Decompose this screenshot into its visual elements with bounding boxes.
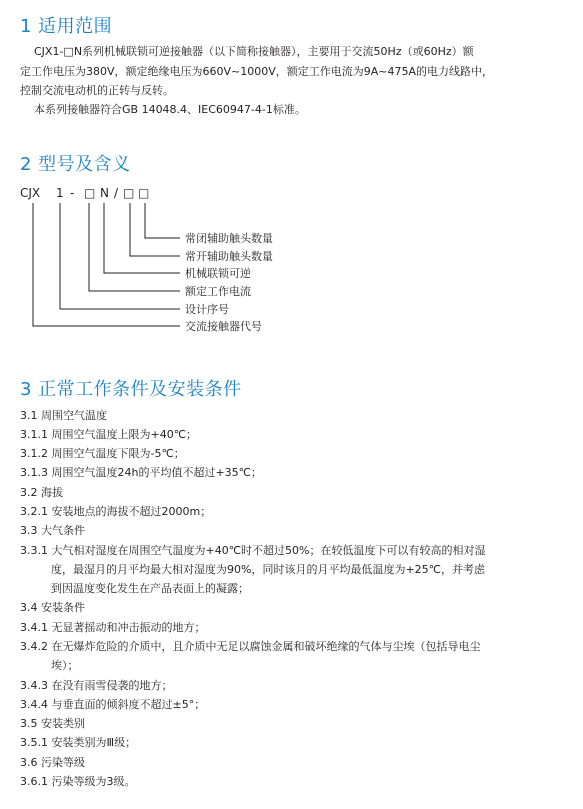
condition-line: 3.1 周围空气温度 <box>20 409 107 422</box>
condition-line: 3.4.4 与垂直面的倾斜度不超过±5°； <box>20 698 206 711</box>
condition-line: 3.3 大气条件 <box>20 524 85 537</box>
code-current-box: □ <box>84 186 96 200</box>
condition-line: 3.4.1 无显著摇动和冲击振动的地方； <box>20 621 206 634</box>
label-design-seq: 设计序号 <box>185 303 229 316</box>
label-contactor-code: 交流接触器代号 <box>185 320 262 333</box>
label-nc-aux: 常闭辅助触头数量 <box>185 232 273 245</box>
condition-line: 3.2.1 安装地点的海拔不超过2000m； <box>20 505 212 518</box>
condition-line: 3.4 安装条件 <box>20 601 85 614</box>
label-interlock: 机械联锁可逆 <box>185 267 251 280</box>
section-1-para-line-3: 控制交流电动机的正转与反转。 <box>20 84 174 97</box>
condition-line: 3.2 海拔 <box>20 486 63 499</box>
code-n: N <box>100 186 109 200</box>
condition-line: 3.4.3 在没有雨雪侵袭的地方； <box>20 679 173 692</box>
condition-line-continued: 到因温度变化发生在产品表面上的凝露； <box>51 582 249 595</box>
label-rated-current: 额定工作电流 <box>185 285 251 298</box>
section-1-standard-note: 本系列接触器符合GB 14048.4、IEC60947-4-1标准。 <box>34 103 306 116</box>
model-code <box>20 186 149 200</box>
leader-nc-aux <box>145 203 180 238</box>
condition-line: 3.4.2 在无爆炸危险的介质中，且介质中无足以腐蚀金属和破坏绝缘的气体与尘埃（包括导电尘 <box>20 640 481 653</box>
leader-rated-current <box>89 203 180 291</box>
condition-line: 3.1.1 周围空气温度上限为+40℃； <box>20 428 198 441</box>
condition-line: 3.3.1 大气相对湿度在周围空气温度为+40℃时不超过50%；在较低温度下可以有较高的相对湿 <box>20 544 486 557</box>
condition-line: 3.6 污染等级 <box>20 756 85 769</box>
condition-line: 3.5.1 安装类别为Ⅲ级； <box>20 736 137 749</box>
code-seq: 1 <box>56 186 64 200</box>
code-box-no: □ <box>123 186 135 200</box>
condition-line: 3.1.2 周围空气温度下限为-5℃； <box>20 447 185 460</box>
code-box-nc: □ <box>138 186 150 200</box>
leader-lines <box>33 203 180 326</box>
section-1-para-line-2: 定工作电压为380V，额定绝缘电压为660V~1000V，额定工作电流为9A~475A的电力线路中， <box>20 65 494 78</box>
code-dash: - <box>70 186 75 200</box>
section-1-title: 1 适用范围 <box>20 16 113 37</box>
condition-line: 3.6.1 污染等级为3级。 <box>20 775 136 788</box>
condition-line: 3.1.3 周围空气温度24h的平均值不超过+35℃； <box>20 466 263 479</box>
section-1-para-line-1: CJX1-□N系列机械联锁可逆接触器（以下简称接触器），主要用于交流50Hz（或60Hz）额 <box>34 45 474 58</box>
condition-line: 3.5 安装类别 <box>20 717 85 730</box>
code-slash: / <box>114 186 119 200</box>
section-3-title: 3 正常工作条件及安装条件 <box>20 379 242 400</box>
leader-no-aux <box>130 203 180 256</box>
code-cjx: CJX <box>20 186 41 200</box>
condition-line-continued: 埃）； <box>51 659 79 672</box>
label-no-aux: 常开辅助触头数量 <box>185 250 273 263</box>
condition-line-continued: 度，最湿月的月平均最大相对湿度为90%，同时该月的月平均最低温度为+25℃，并考虑 <box>51 563 486 576</box>
leader-labels <box>185 231 273 333</box>
section-2-title: 2 型号及含义 <box>20 154 131 175</box>
leader-contactor-code <box>33 203 180 326</box>
